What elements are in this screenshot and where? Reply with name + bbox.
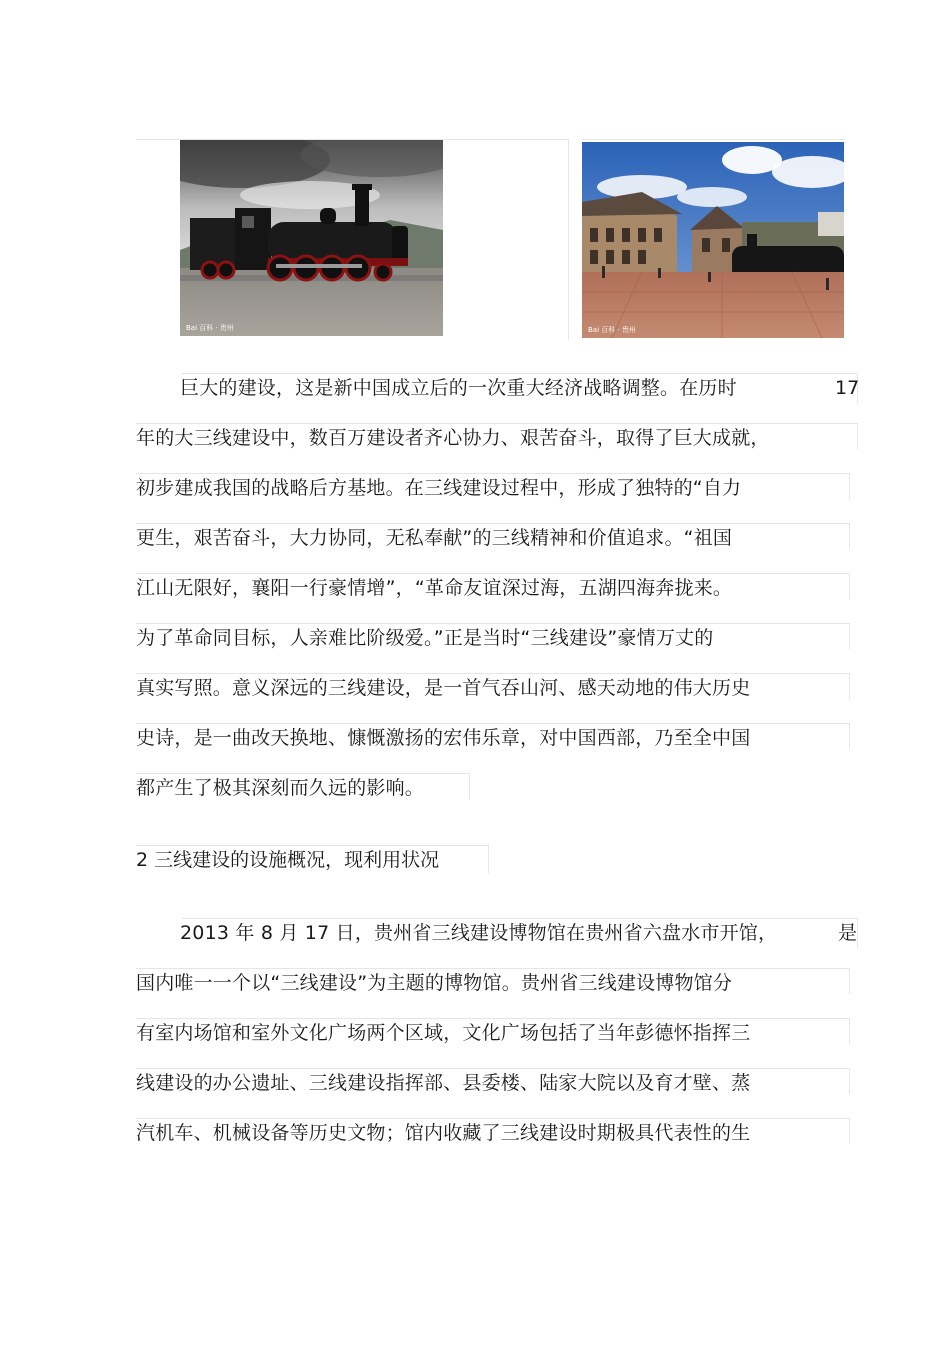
section-heading: 2 三线建设的设施概况，现利用状况 — [136, 849, 440, 871]
rule-p1-r9 — [469, 773, 470, 799]
text-line-trailing: 17 — [835, 377, 860, 399]
photo-watermark: Bai 百科 · 贵州 — [186, 324, 234, 332]
text-line: 史诗，是一曲改天换地、慷慨激扬的宏伟乐章，对中国西部，乃至全中国 — [136, 727, 751, 749]
rule-p2-r5 — [849, 1118, 850, 1144]
rule-p2-4 — [136, 1068, 849, 1069]
rule-p1-2 — [136, 423, 858, 424]
rule-p1-3 — [136, 473, 849, 474]
rule-heading-right — [488, 845, 489, 873]
text-line: 江山无限好，襄阳一行豪情增”，“革命友谊深过海，五湖四海奔拢来。 — [136, 577, 733, 599]
text-line: 年的大三线建设中，数百万建设者齐心协力、艰苦奋斗，取得了巨大成就， — [136, 427, 770, 449]
rule-p1-r4 — [849, 523, 850, 549]
rule-p2-r3 — [849, 1018, 850, 1044]
rule-p1-r7 — [849, 673, 850, 699]
rule-p2-5 — [136, 1118, 849, 1119]
text-line: 有室内场馆和室外文化广场两个区域，文化广场包括了当年彭德怀指挥三 — [136, 1022, 751, 1044]
text-line: 国内唯一一个以“三线建设”为主题的博物馆。贵州省三线建设博物馆分 — [136, 972, 733, 994]
rule-divider — [568, 139, 569, 339]
rule-p1-9 — [136, 773, 469, 774]
text-line: 初步建成我国的战略后方基地。在三线建设过程中，形成了独特的“自力 — [136, 477, 742, 499]
photo-watermark: Bai 百科 · 贵州 — [588, 326, 636, 334]
rule-p2-r2 — [849, 968, 850, 994]
rule-p1-r3 — [849, 473, 850, 499]
rule-p1-r2 — [857, 423, 858, 449]
rule-p2-top — [182, 918, 858, 919]
text-line: 汽机车、机械设备等历史文物；馆内收藏了三线建设时期极具代表性的生 — [136, 1122, 751, 1144]
rule-p1-r8 — [849, 723, 850, 749]
rule-p1-6 — [136, 623, 849, 624]
text-line: 为了革命同目标，人亲难比阶级爱。”正是当时“三线建设”豪情万丈的 — [136, 627, 714, 649]
rule-p1-7 — [136, 673, 849, 674]
text-line: 巨大的建设，这是新中国成立后的一次重大经济战略调整。在历时 — [180, 377, 737, 399]
rule-p1-4 — [136, 523, 849, 524]
text-line: 都产生了极其深刻而久远的影响。 — [136, 777, 425, 799]
rule-p1-8 — [136, 723, 849, 724]
text-line: 真实写照。意义深远的三线建设，是一首气吞山河、感天动地的伟大历史 — [136, 677, 751, 699]
rule-p2-2 — [136, 968, 849, 969]
text-line: 2013 年 8 月 17 日，贵州省三线建设博物馆在贵州省六盘水市开馆， — [180, 922, 778, 944]
rule-p1-top — [182, 373, 858, 374]
rule-p2-3 — [136, 1018, 849, 1019]
text-line: 线建设的办公遗址、三线建设指挥部、县委楼、陆家大院以及育才壁、蒸 — [136, 1072, 751, 1094]
rule-heading-top — [136, 845, 488, 846]
rule-p2-r4 — [849, 1068, 850, 1094]
rule-p1-r5 — [849, 573, 850, 599]
text-line: 更生，艰苦奋斗，大力协同，无私奉献”的三线精神和价值追求。“祖国 — [136, 527, 733, 549]
rule-p2-r1 — [857, 918, 858, 948]
text-line-trailing: 是 — [838, 922, 858, 944]
rule-p1-r6 — [849, 623, 850, 649]
locomotive-photo-left — [180, 140, 443, 336]
rule-top-right — [582, 139, 844, 140]
rule-p1-5 — [136, 573, 849, 574]
museum-photo-right — [582, 142, 844, 338]
